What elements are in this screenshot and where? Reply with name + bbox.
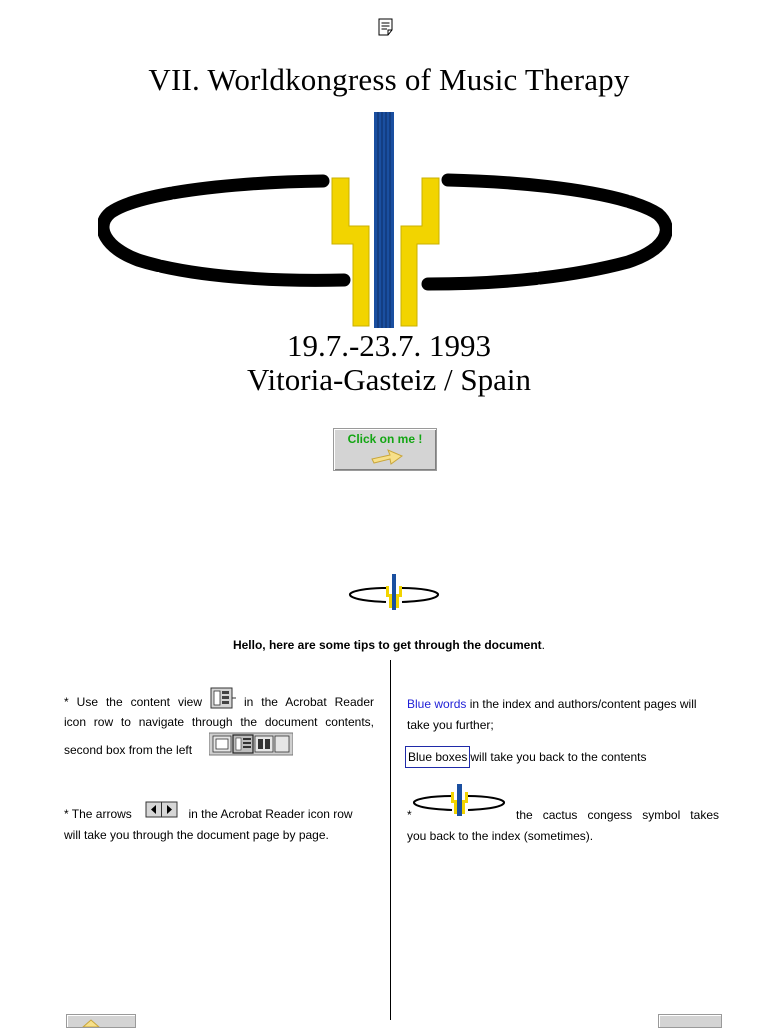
tip-blue-words-line2: take you further; bbox=[407, 718, 494, 732]
tip-text: in the Acrobat Reader bbox=[243, 695, 374, 709]
blue-words-link[interactable]: Blue words bbox=[407, 697, 467, 711]
note-icon[interactable] bbox=[376, 17, 396, 37]
tip-arrows-line1 bbox=[64, 804, 374, 824]
tip-text: second box from the left bbox=[64, 743, 193, 757]
tip-arrows-line2: will take you through the document page by page. bbox=[64, 828, 329, 842]
tip-cactus-text: the cactus congess symbol takes bbox=[516, 808, 719, 822]
arrow-up-icon bbox=[81, 1017, 101, 1027]
event-location: Vitoria-Gasteiz / Spain bbox=[247, 362, 531, 397]
tips-intro bbox=[0, 638, 768, 652]
tip-text: in the Acrobat Reader icon row bbox=[188, 807, 353, 821]
tip-content-view-line1 bbox=[64, 692, 374, 712]
tip-cactus-line2: you back to the index (sometimes). bbox=[407, 829, 594, 843]
congress-logo bbox=[98, 110, 672, 332]
content-view-icon bbox=[210, 687, 236, 709]
tip-text: in the index and authors/content pages will bbox=[469, 697, 697, 711]
tip-text: will take you back to the contents bbox=[470, 750, 647, 764]
blue-boxes-link[interactable]: Blue boxes bbox=[405, 746, 470, 768]
event-date: 19.7.-23.7. 1993 bbox=[286, 328, 492, 363]
tips-intro-period: . bbox=[541, 638, 546, 652]
column-divider bbox=[390, 660, 391, 1020]
next-page-button[interactable] bbox=[658, 1014, 722, 1028]
tip-bullet: * bbox=[407, 808, 412, 822]
page-title: VII. Worldkongress of Music Therapy bbox=[148, 62, 630, 97]
view-buttons-row-icon bbox=[209, 732, 293, 756]
tip-blue-words-line1 bbox=[407, 694, 719, 714]
click-button-label: Click on me ! bbox=[347, 432, 423, 446]
arrow-right-icon bbox=[370, 447, 404, 467]
tip-text: * The arrows bbox=[64, 807, 132, 821]
page-arrows-icon bbox=[145, 801, 179, 819]
cactus-symbol-icon[interactable] bbox=[410, 782, 508, 818]
click-on-me-button[interactable] bbox=[333, 428, 437, 471]
tip-content-view-line2: icon row to navigate through the document contents, bbox=[64, 715, 374, 729]
tip-blue-boxes bbox=[405, 746, 717, 768]
cactus-symbol-icon[interactable] bbox=[346, 572, 442, 612]
tip-content-view-line3 bbox=[64, 740, 374, 760]
tip-text: * Use the content view bbox=[64, 695, 202, 709]
tips-intro-text: Hello, here are some tips to get through the document bbox=[232, 638, 542, 652]
previous-page-button[interactable] bbox=[66, 1014, 136, 1028]
